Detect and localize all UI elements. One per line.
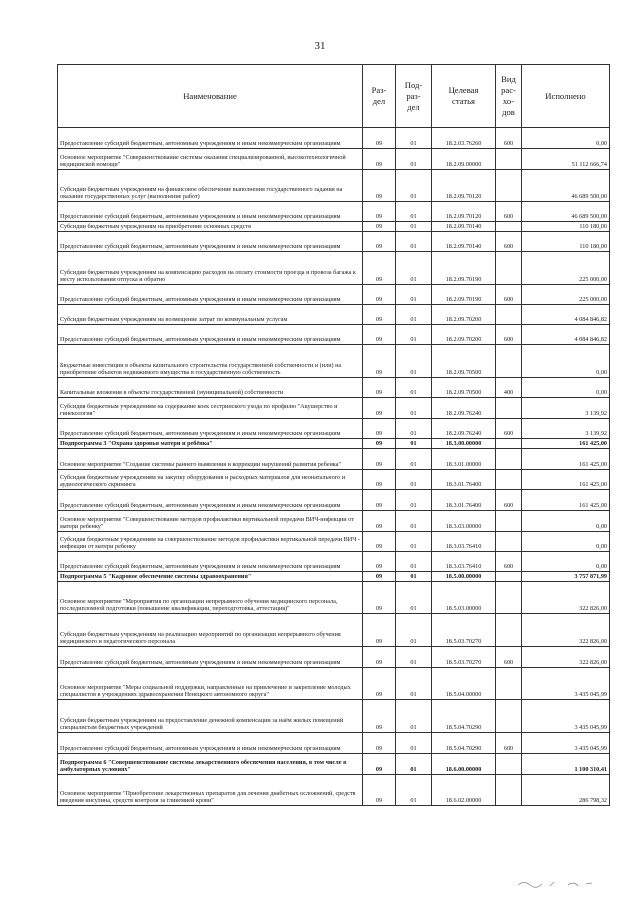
cell-name: Предоставление субсидий бюджетным, автономным учреждениям и иным некоммерческим организациям [58, 202, 363, 222]
cell-vid [496, 398, 522, 419]
table-row [58, 614, 610, 647]
cell-name: Субсидия бюджетным учреждениям на закупку оборудования и расходных материалов для неонатального и аудиологического скрининга [58, 470, 363, 490]
cell-razdel: 09 [363, 419, 396, 439]
table-row [58, 582, 610, 614]
cell-vid [496, 252, 522, 285]
cell-vid: 600 [496, 285, 522, 305]
cell-razdel: 09 [363, 470, 396, 490]
cell-razdel: 09 [363, 232, 396, 252]
cell-podrazdel: 01 [396, 252, 432, 285]
table-row [58, 470, 610, 490]
cell-executed: 110 180,00 [522, 232, 610, 252]
cell-razdel: 09 [363, 345, 396, 378]
cell-vid [496, 305, 522, 325]
cell-podrazdel: 01 [396, 582, 432, 614]
cell-vid [496, 222, 522, 232]
cell-target: 18.2.09.70140 [432, 232, 496, 252]
cell-name: Субсидии бюджетным учреждениям на компенсацию расходов на оплату стоимости проезда и провоза багажа к месту использования отпуска и обратно [58, 252, 363, 285]
cell-executed: 3 435 045,99 [522, 733, 610, 754]
cell-target: 18.2.09.70140 [432, 222, 496, 232]
cell-podrazdel: 01 [396, 572, 432, 582]
table-row [58, 202, 610, 222]
cell-target: 18.2.09.70190 [432, 285, 496, 305]
cell-podrazdel: 01 [396, 398, 432, 419]
table-row [58, 232, 610, 252]
cell-podrazdel: 01 [396, 128, 432, 149]
cell-podrazdel: 01 [396, 532, 432, 552]
cell-name: Основное мероприятие "Совершенствование системы оказания специализированной, высокотехнологичной медицинской помощи" [58, 149, 363, 170]
cell-razdel: 09 [363, 202, 396, 222]
table-row [58, 128, 610, 149]
cell-target: 18.2.09.70500 [432, 345, 496, 378]
cell-name: Предоставление субсидий бюджетным, автономным учреждениям и иным некоммерческим организациям [58, 733, 363, 754]
cell-name: Предоставление субсидий бюджетным, автономным учреждениям и иным некоммерческим организациям [58, 232, 363, 252]
cell-podrazdel: 01 [396, 470, 432, 490]
cell-vid [496, 572, 522, 582]
cell-target: 18.2.09.70120 [432, 202, 496, 222]
cell-executed: 0,00 [522, 345, 610, 378]
cell-executed: 46 689 500,00 [522, 202, 610, 222]
table-header-row [58, 65, 610, 128]
cell-razdel: 09 [363, 222, 396, 232]
cell-name: Предоставление субсидий бюджетным, автономным учреждениям и иным некоммерческим организациям [58, 647, 363, 668]
cell-razdel: 09 [363, 775, 396, 806]
cell-name: Предоставление субсидий бюджетным, автономным учреждениям и иным некоммерческим организациям [58, 128, 363, 149]
cell-razdel: 09 [363, 305, 396, 325]
cell-razdel: 09 [363, 614, 396, 647]
cell-name: Субсидия бюджетным учреждениям на совершенствование методов профилактики вертикальной передачи ВИЧ - инфекции от матери ребенку [58, 532, 363, 552]
cell-executed: 322 826,00 [522, 582, 610, 614]
cell-razdel: 09 [363, 149, 396, 170]
cell-target: 18.5.04.70290 [432, 700, 496, 733]
cell-target: 18.2.09.70190 [432, 252, 496, 285]
cell-target: 18.2.09.70200 [432, 325, 496, 345]
cell-vid [496, 470, 522, 490]
cell-executed: 161 425,00 [522, 439, 610, 449]
cell-target: 18.5.03.00000 [432, 582, 496, 614]
cell-executed: 286 798,32 [522, 775, 610, 806]
subprogram-row [58, 439, 610, 449]
cell-vid [496, 511, 522, 532]
table-row [58, 419, 610, 439]
table-row [58, 325, 610, 345]
cell-name: Подпрограмма 3 "Охрана здоровья матери и ребёнка" [58, 439, 363, 449]
column-header-vid-text: Вид рас- хо- дов [501, 74, 516, 117]
cell-target: 18.5.00.00000 [432, 572, 496, 582]
cell-target: 18.2.03.76260 [432, 128, 496, 149]
cell-executed: 0,00 [522, 552, 610, 572]
budget-execution-table [57, 64, 610, 806]
table-row [58, 345, 610, 378]
table-row [58, 170, 610, 202]
table-row [58, 222, 610, 232]
cell-executed: 4 084 846,82 [522, 305, 610, 325]
cell-name: Подпрограмма 6 "Совершенствование системы лекарственного обеспечения населения, в том числе в амбулаторных условиях" [58, 754, 363, 775]
cell-target: 18.2.09.70500 [432, 378, 496, 398]
table-row [58, 490, 610, 511]
column-header-razdel [363, 65, 396, 128]
cell-vid [496, 614, 522, 647]
cell-vid: 600 [496, 552, 522, 572]
cell-name: Субсидия бюджетным учреждениям на содержание коек сестринского ухода по профилю "Акушерство и гинекология" [58, 398, 363, 419]
table-row [58, 647, 610, 668]
cell-razdel: 09 [363, 572, 396, 582]
table-row [58, 305, 610, 325]
cell-executed: 3 139,92 [522, 419, 610, 439]
table-row [58, 733, 610, 754]
cell-name: Подпрограмма 5 "Кадровое обеспечение системы здравоохранения" [58, 572, 363, 582]
cell-vid [496, 668, 522, 700]
cell-target: 18.3.03.76410 [432, 552, 496, 572]
cell-executed: 110 180,00 [522, 222, 610, 232]
cell-podrazdel: 01 [396, 552, 432, 572]
cell-target: 18.5.03.70270 [432, 614, 496, 647]
cell-vid: 400 [496, 378, 522, 398]
cell-name: Основное мероприятие "Совершенствование методов профилактики вертикальной передачи ВИЧ-инфекции от матери ребенку" [58, 511, 363, 532]
column-header-target-text: Целевая статья [448, 85, 479, 106]
cell-podrazdel: 01 [396, 668, 432, 700]
cell-razdel: 09 [363, 754, 396, 775]
cell-executed: 225 000,00 [522, 252, 610, 285]
cell-vid [496, 439, 522, 449]
cell-podrazdel: 01 [396, 614, 432, 647]
cell-executed: 51 112 666,74 [522, 149, 610, 170]
cell-target: 18.2.09.00000 [432, 149, 496, 170]
cell-razdel: 09 [363, 398, 396, 419]
cell-target: 18.2.09.76240 [432, 419, 496, 439]
cell-executed: 3 435 045,99 [522, 700, 610, 733]
cell-vid [496, 532, 522, 552]
cell-target: 18.3.03.76410 [432, 532, 496, 552]
cell-podrazdel: 01 [396, 325, 432, 345]
subprogram-row [58, 754, 610, 775]
cell-target: 18.5.04.00000 [432, 668, 496, 700]
cell-podrazdel: 01 [396, 232, 432, 252]
cell-razdel: 09 [363, 582, 396, 614]
cell-razdel: 09 [363, 490, 396, 511]
cell-razdel: 09 [363, 552, 396, 572]
cell-podrazdel: 01 [396, 419, 432, 439]
cell-razdel: 09 [363, 647, 396, 668]
cell-podrazdel: 01 [396, 754, 432, 775]
cell-vid: 600 [496, 490, 522, 511]
cell-name: Основное мероприятие "Приобретение лекарственных препаратов для лечения диабетных осложнений, средств введения инсулина, средств контроля за гликемией крови" [58, 775, 363, 806]
cell-target: 18.3.01.76400 [432, 490, 496, 511]
cell-executed: 0,00 [522, 378, 610, 398]
handwritten-mark-icon [516, 876, 596, 890]
page-number: 31 [314, 40, 326, 52]
cell-podrazdel: 01 [396, 345, 432, 378]
cell-target: 18.3.01.00000 [432, 449, 496, 470]
cell-target: 18.6.02.00000 [432, 775, 496, 806]
column-header-target [432, 65, 496, 128]
cell-razdel: 09 [363, 325, 396, 345]
cell-razdel: 09 [363, 439, 396, 449]
table-row [58, 775, 610, 806]
cell-podrazdel: 01 [396, 449, 432, 470]
cell-razdel: 09 [363, 733, 396, 754]
cell-name: Субсидии бюджетным учреждениям на предоставление денежной компенсации за наём жилых помещений специалистам бюджетных учреждений [58, 700, 363, 733]
cell-executed: 161 425,00 [522, 470, 610, 490]
cell-executed: 4 084 846,82 [522, 325, 610, 345]
table-row [58, 668, 610, 700]
table-row [58, 449, 610, 470]
table-row [58, 532, 610, 552]
cell-podrazdel: 01 [396, 490, 432, 511]
column-header-executed: Исполнено [522, 65, 610, 128]
cell-executed: 0,00 [522, 511, 610, 532]
cell-name: Предоставление субсидий бюджетным, автономным учреждениям и иным некоммерческим организациям [58, 552, 363, 572]
cell-podrazdel: 01 [396, 202, 432, 222]
cell-vid [496, 582, 522, 614]
cell-vid: 600 [496, 232, 522, 252]
table-row [58, 552, 610, 572]
cell-podrazdel: 01 [396, 285, 432, 305]
cell-executed: 0,00 [522, 532, 610, 552]
table-row [58, 700, 610, 733]
cell-vid: 600 [496, 647, 522, 668]
table-row [58, 285, 610, 305]
cell-name: Субсидии бюджетным учреждениям на реализацию мероприятий по организации непрерывного обучения медицинского и педагогического персонала [58, 614, 363, 647]
cell-razdel: 09 [363, 700, 396, 733]
cell-razdel: 09 [363, 532, 396, 552]
cell-podrazdel: 01 [396, 775, 432, 806]
cell-executed: 322 826,00 [522, 614, 610, 647]
cell-razdel: 09 [363, 252, 396, 285]
cell-target: 18.5.04.70290 [432, 733, 496, 754]
cell-razdel: 09 [363, 378, 396, 398]
cell-razdel: 09 [363, 170, 396, 202]
cell-name: Бюджетные инвестиции в объекты капитального строительства государственной собственности и (или) на приобретение объектов недвижимого имущества в государственную собственность [58, 345, 363, 378]
cell-razdel: 09 [363, 449, 396, 470]
cell-vid [496, 775, 522, 806]
table-row [58, 511, 610, 532]
cell-vid: 600 [496, 202, 522, 222]
cell-name: Основное мероприятие "Создание системы раннего выявления и коррекции нарушений развития ребенка" [58, 449, 363, 470]
cell-target: 18.2.09.76240 [432, 398, 496, 419]
cell-name: Предоставление субсидий бюджетным, автономным учреждениям и иным некоммерческим организациям [58, 325, 363, 345]
cell-vid: 600 [496, 419, 522, 439]
cell-name: Капитальные вложения в объекты государственной (муниципальной) собственности [58, 378, 363, 398]
cell-name: Субсидии бюджетным учреждениям на финансовое обеспечение выполнения государственного задания на оказание государственных услуг (выполнение работ) [58, 170, 363, 202]
column-header-vid [496, 65, 522, 128]
cell-vid [496, 754, 522, 775]
cell-executed: 46 689 500,00 [522, 170, 610, 202]
cell-executed: 3 757 871,99 [522, 572, 610, 582]
cell-vid [496, 170, 522, 202]
table-row [58, 252, 610, 285]
table-row [58, 398, 610, 419]
cell-podrazdel: 01 [396, 170, 432, 202]
cell-target: 18.3.01.76400 [432, 470, 496, 490]
table-row [58, 378, 610, 398]
cell-podrazdel: 01 [396, 439, 432, 449]
cell-target: 18.5.03.70270 [432, 647, 496, 668]
cell-executed: 161 425,00 [522, 449, 610, 470]
cell-name: Субсидии бюджетным учреждениям на возмещение затрат по коммунальным услугам [58, 305, 363, 325]
cell-podrazdel: 01 [396, 511, 432, 532]
cell-executed: 3 435 045,99 [522, 668, 610, 700]
cell-podrazdel: 01 [396, 305, 432, 325]
cell-executed: 1 100 310,41 [522, 754, 610, 775]
cell-razdel: 09 [363, 668, 396, 700]
cell-name: Субсидии бюджетным учреждениям на приобретение основных средств [58, 222, 363, 232]
cell-name: Предоставление субсидий бюджетным, автономным учреждениям и иным некоммерческим организациям [58, 285, 363, 305]
cell-vid [496, 700, 522, 733]
cell-executed: 225 000,00 [522, 285, 610, 305]
cell-razdel: 09 [363, 511, 396, 532]
cell-target: 18.2.09.70120 [432, 170, 496, 202]
cell-podrazdel: 01 [396, 647, 432, 668]
cell-target: 18.6.00.00000 [432, 754, 496, 775]
cell-executed: 0,00 [522, 128, 610, 149]
table-body [58, 128, 610, 806]
cell-podrazdel: 01 [396, 222, 432, 232]
cell-vid: 600 [496, 733, 522, 754]
cell-target: 18.3.03.00000 [432, 511, 496, 532]
cell-name: Предоставление субсидий бюджетным, автономным учреждениям и иным некоммерческим организациям [58, 490, 363, 511]
column-header-name: Наименование [58, 65, 363, 128]
cell-executed: 322 826,00 [522, 647, 610, 668]
cell-vid [496, 449, 522, 470]
cell-vid [496, 149, 522, 170]
cell-executed: 3 139,92 [522, 398, 610, 419]
column-header-podrazdel-text: Под- раз- дел [404, 79, 423, 112]
cell-podrazdel: 01 [396, 378, 432, 398]
cell-razdel: 09 [363, 128, 396, 149]
cell-executed: 161 425,00 [522, 490, 610, 511]
subprogram-row [58, 572, 610, 582]
cell-name: Предоставление субсидий бюджетным, автономным учреждениям и иным некоммерческим организациям [58, 419, 363, 439]
cell-razdel: 09 [363, 285, 396, 305]
cell-target: 18.2.09.70200 [432, 305, 496, 325]
cell-vid [496, 345, 522, 378]
cell-podrazdel: 01 [396, 700, 432, 733]
column-header-podrazdel [396, 65, 432, 128]
cell-podrazdel: 01 [396, 149, 432, 170]
cell-vid: 600 [496, 325, 522, 345]
cell-name: Основное мероприятие "Меры социальной поддержки, направленные на привлечение и закрепление молодых специалистов в учреждениях здравоохранения Ненецкого автономного округа" [58, 668, 363, 700]
column-header-razdel-text: Раз- дел [371, 85, 387, 106]
cell-name: Основное мероприятие "Мероприятия по организации непрерывного обучения медицинского персонала, последипломной подготовки (повышение квалификации, переподготовка, аттестация)" [58, 582, 363, 614]
cell-vid: 600 [496, 128, 522, 149]
cell-target: 18.3.00.00000 [432, 439, 496, 449]
cell-podrazdel: 01 [396, 733, 432, 754]
table-row [58, 149, 610, 170]
